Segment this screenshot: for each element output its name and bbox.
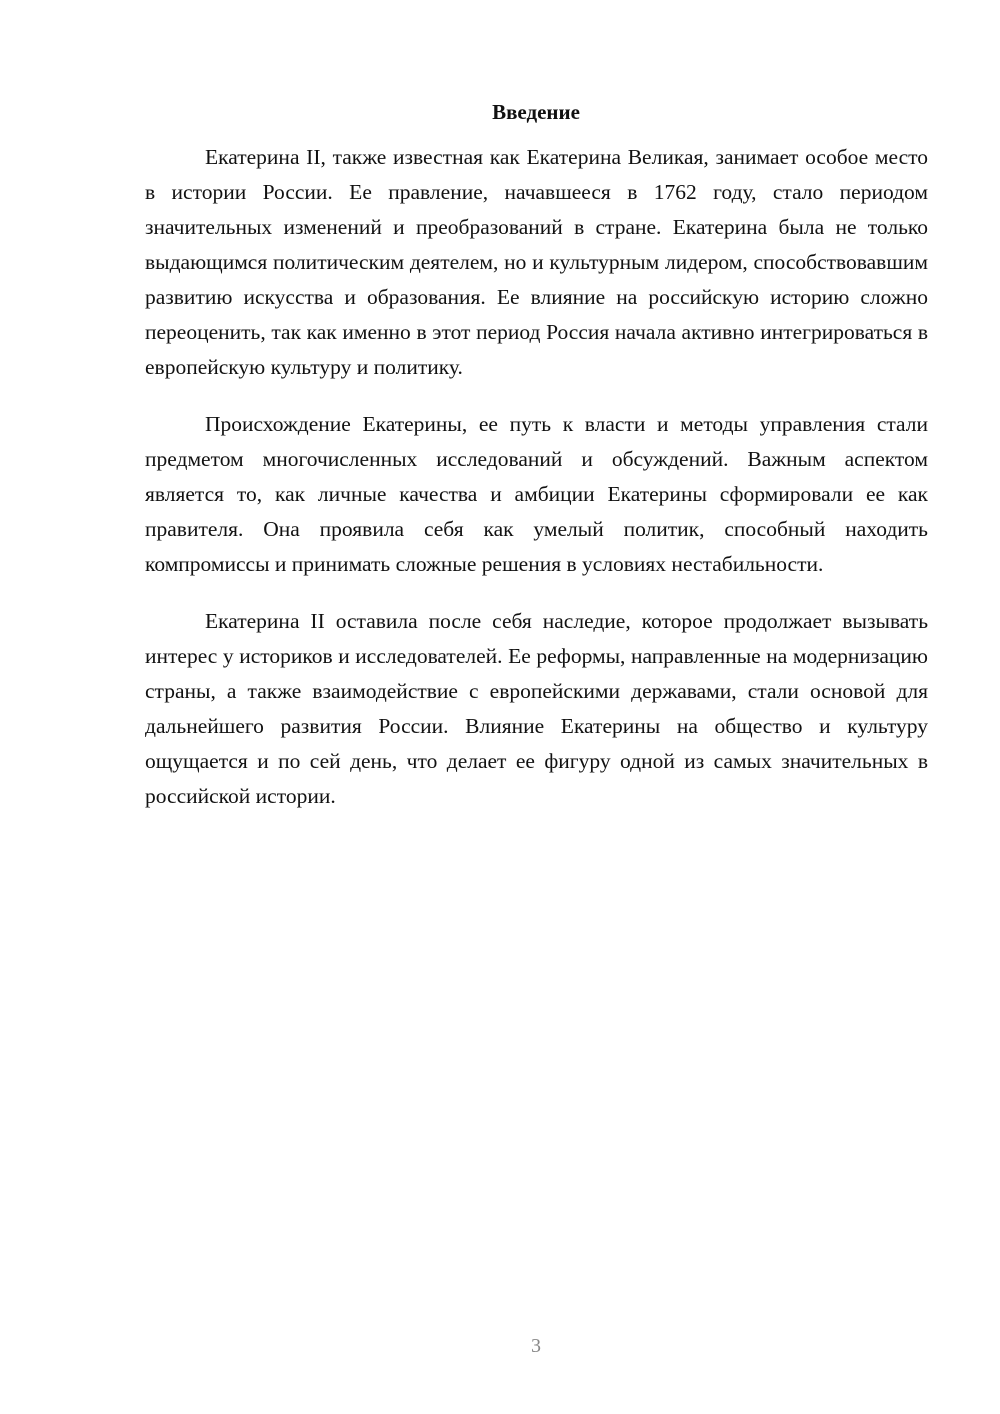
paragraph-1: Екатерина II, также известная как Екатерина Великая, занимает особое место в истории России. Ее правление, начавшееся в 1762 году, стало периодом значительных изменений и преобразований в стране. Екатерина была не только выдающимся политическим деятелем, но и культурным лидером, способствовавшим развитию искусства и образования. Ее влияние на российскую историю сложно переоценить, так как именно в этот период Россия начала активно интегрироваться в европейскую культуру и политику.	[145, 145, 928, 379]
page-number: 3	[531, 1335, 541, 1357]
section-title: Введение	[492, 100, 580, 124]
paragraph-2: Происхождение Екатерины, ее путь к власти и методы управления стали предметом многочисленных исследований и обсуждений. Важным аспектом является то, как личные качества и амбиции Екатерины сформировали ее как правителя. Она проявила себя как умелый политик, способный находить компромиссы и принимать сложные решения в условиях нестабильности.	[145, 412, 928, 576]
body-text	[145, 140, 928, 836]
paragraph-3: Екатерина II оставила после себя наследие, которое продолжает вызывать интерес у историков и исследователей. Ее реформы, направленные на модернизацию страны, а также взаимодействие с европейскими державами, стали основой для дальнейшего развития России. Влияние Екатерины на общество и культуру ощущается и по сей день, что делает ее фигуру одной из самых значительных в российской истории.	[145, 609, 928, 808]
